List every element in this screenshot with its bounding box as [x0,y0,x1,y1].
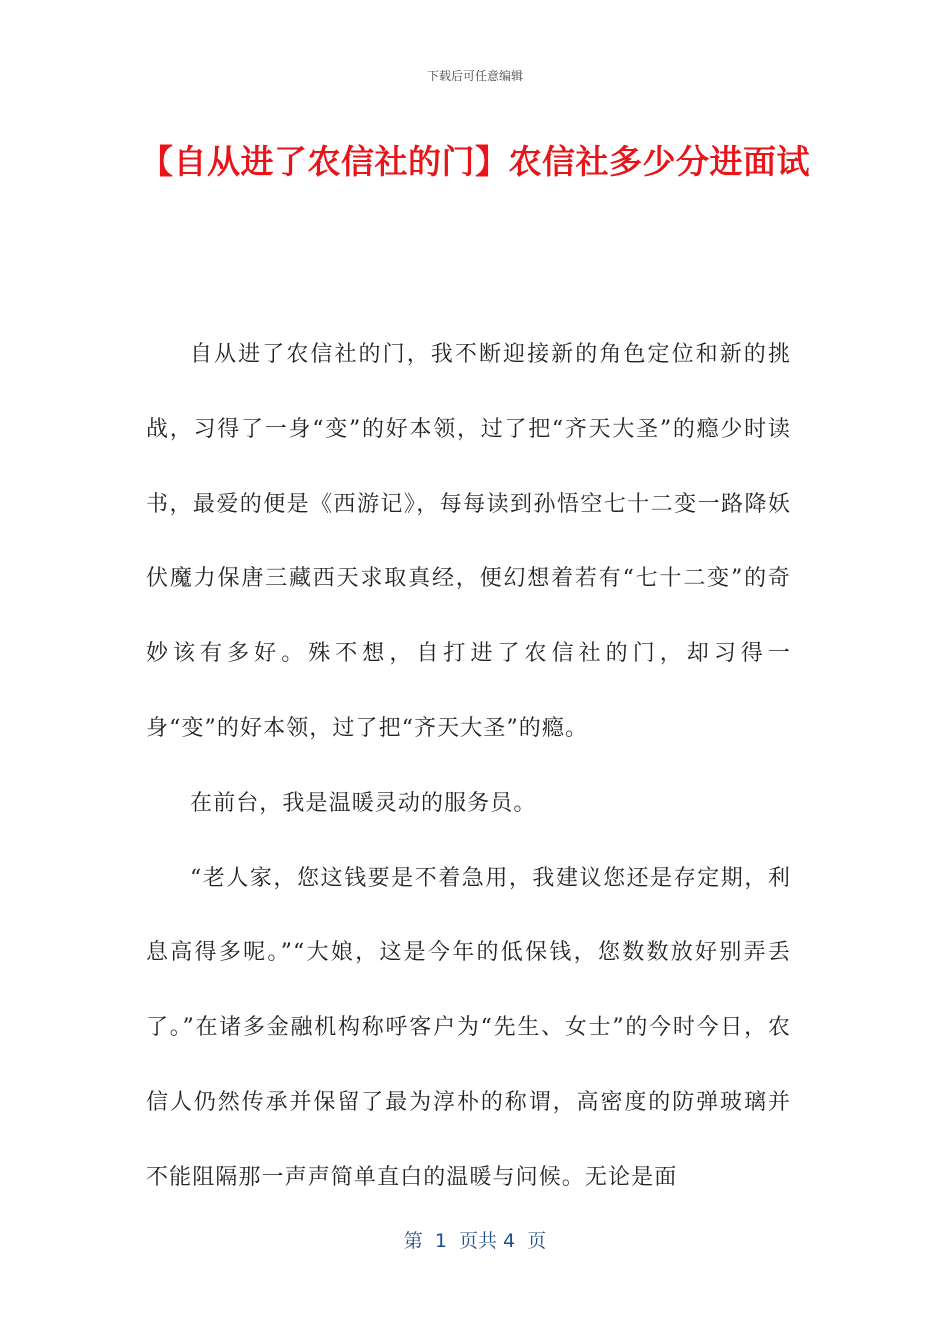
paragraph-3: “老人家，您这钱要是不着急用，我建议您还是存定期，利息高得多呢。”“大娘，这是今年的低保钱，您数数放好别弄丢了。”在诸多金融机构称呼客户为“先生、女士”的今时今日，农信人仍然传承并保留了最为淳朴的称谓，高密度的防弹玻璃并不能阻隔那一声声简单直白的温暖与问候。无论是面 [146,865,791,1190]
paragraph-1: 自从进了农信社的门，我不断迎接新的角色定位和新的挑战，习得了一身“变”的好本领，过了把“齐天大圣”的瘾少时读书，最爱的便是《西游记》，每每读到孙悟空七十二变一路降妖伏魔力保唐三藏西天求取真经，便幻想着若有“七十二变”的奇妙该有多好。殊不想，自打进了农信社的门，却习得一身“变”的好本领，过了把“齐天大圣”的瘾。 [146,342,791,741]
paragraph-2: 在前台，我是温暖灵动的服务员。 [190,790,537,816]
header-note: 下载后可任意编辑 [426,69,523,83]
document-body [146,318,791,1216]
page-number-footer: 第 1 页共 4 页 [403,1230,547,1252]
document-title: 【自从进了农信社的门】农信社多少分进面试 [140,142,810,181]
